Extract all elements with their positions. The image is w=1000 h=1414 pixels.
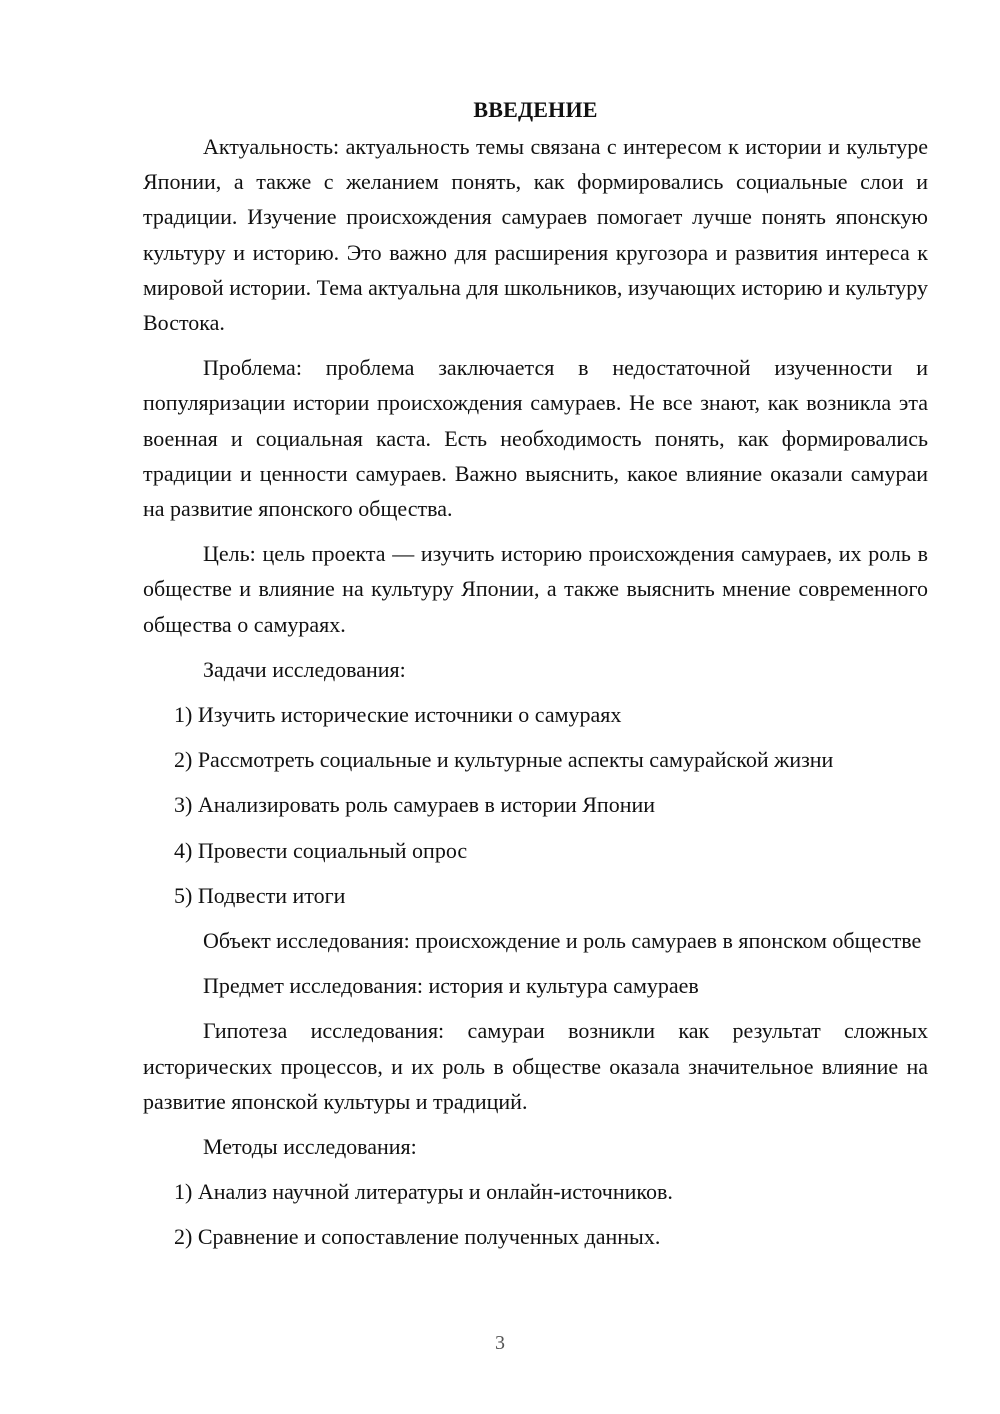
- task-item: 2) Рассмотреть социальные и культурные аспекты самурайской жизни: [174, 747, 834, 773]
- object-paragraph: Объект исследования: происхождение и роль самураев в японском обществе: [203, 928, 922, 954]
- problem-paragraph: Проблема: проблема заключается в недостаточной изученности и популяризации истории происхождения самураев. Не все знают, как возникла эта военная и социальная каста. Есть необходимость понять, как формировались традиции и ценности самураев. Важно выяснить, какое влияние оказали самураи на развитие японского общества.: [143, 355, 928, 522]
- page-title: ВВЕДЕНИЕ: [473, 97, 598, 122]
- task-item: 4) Провести социальный опрос: [174, 837, 468, 863]
- task-item: 3) Анализировать роль самураев в истории Японии: [174, 792, 656, 818]
- relevance-paragraph: Актуальность: актуальность темы связана с интересом к истории и культуре Японии, а также с желанием понять, как формировались социальные слои и традиции. Изучение происхождения самураев помогает лучше понять японскую культуру и историю. Это важно для расширения кругозора и развития интереса к мировой истории. Тема актуальна для школьников, изучающих историю и культуру Востока.: [143, 134, 928, 336]
- tasks-heading: Задачи исследования:: [203, 656, 406, 682]
- hypothesis-paragraph: Гипотеза исследования: самураи возникли как результат сложных исторических процессов, и их роль в обществе оказала значительное влияние на развитие японской культуры и традиций.: [143, 1018, 928, 1114]
- method-item: 1) Анализ научной литературы и онлайн-источников.: [174, 1179, 673, 1205]
- page-number: 3: [495, 1332, 505, 1354]
- subject-paragraph: Предмет исследования: история и культура самураев: [203, 973, 699, 999]
- methods-heading: Методы исследования:: [203, 1134, 417, 1160]
- document-page: [143, 92, 928, 1265]
- method-item: 2) Сравнение и сопоставление полученных данных.: [174, 1224, 661, 1250]
- goal-paragraph: Цель: цель проекта — изучить историю происхождения самураев, их роль в обществе и влияние на культуру Японии, а также выяснить мнение современного общества о самураях.: [143, 541, 928, 637]
- task-item: 1) Изучить исторические источники о самураях: [174, 702, 622, 728]
- task-item: 5) Подвести итоги: [174, 882, 346, 908]
